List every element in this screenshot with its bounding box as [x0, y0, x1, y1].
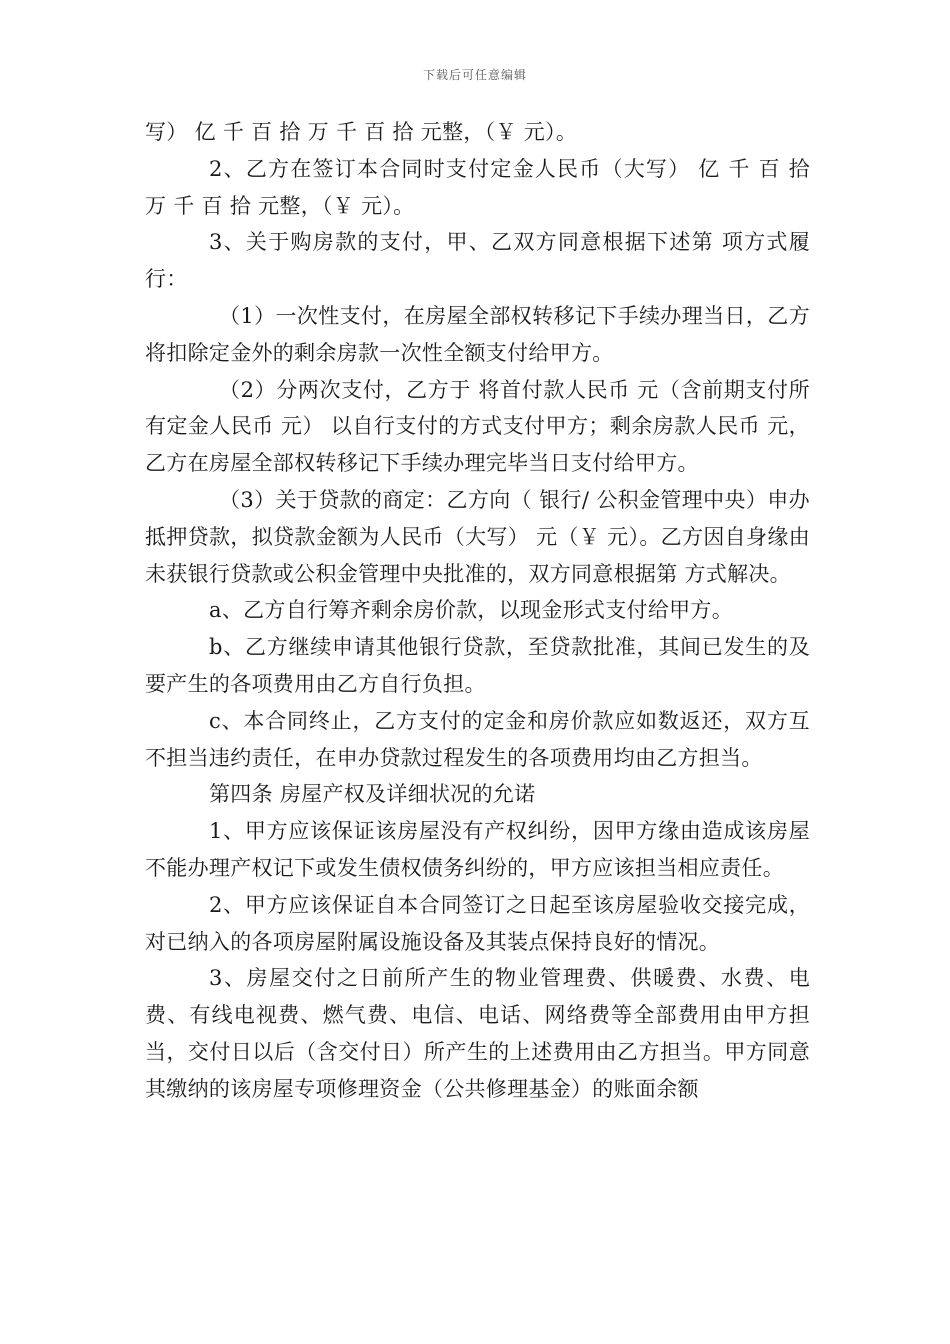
- paragraph-payment-option-2: （2）分两次支付，乙方于 将首付款人民币 元（含前期支付所有定金人民币 元） 以自行支付的方式支付甲方；剩余房款人民币 元，乙方在房屋全部权转移记下手续办理完毕当日支付给甲方。: [145, 377, 810, 476]
- page-header: 下载后可任意编辑: [422, 68, 527, 82]
- paragraph-deposit: 2、乙方在签订本合同时支付定金人民币（大写） 亿 千 百 拾 万 千 百 拾 元整，（￥ 元）。: [145, 156, 810, 218]
- paragraph-article-4-item-1: 1、甲方应该保证该房屋没有产权纠纷，因甲方缘由造成该房屋不能办理产权记下或发生债权债务纠纷的，甲方应该担当相应责任。: [145, 819, 810, 880]
- paragraph-article-4-item-3: 3、房屋交付之日前所产生的物业管理费、供暖费、水费、电费、有线电视费、燃气费、电信、电话、网络费等全部费用由甲方担当，交付日以后（含交付日）所产生的上述费用由乙方担当。甲方同意其缴纳的该房屋专项修理资金（公共修理基金）的账面余额: [145, 966, 810, 1101]
- paragraph-option-a: a、乙方自行筹齐剩余房价款，以现金形式支付给甲方。: [209, 598, 734, 623]
- paragraph-option-b: b、乙方继续申请其他银行贷款，至贷款批准，其间已发生的及要产生的各项费用由乙方自行负担。: [145, 635, 810, 696]
- paragraph-payment-option-1: （1）一次性支付，在房屋全部权转移记下手续办理当日，乙方将扣除定金外的剩余房款一次性全额支付给甲方。: [145, 303, 810, 365]
- contract-body: [145, 114, 810, 1108]
- paragraph-payment-option-3: （3）关于贷款的商定：乙方向（ 银行/ 公积金管理中央）申办抵押贷款，拟贷款金额为人民币（大写） 元（￥ 元）。乙方因自身缘由未获银行贷款或公积金管理中央批准的，双方同意根据第 方式解决。: [145, 487, 810, 586]
- paragraph-option-c: c、本合同终止，乙方支付的定金和房价款应如数返还，双方互不担当违约责任，在申办贷款过程发生的各项费用均由乙方担当。: [145, 708, 810, 770]
- paragraph-continuation: 写） 亿 千 百 拾 万 千 百 拾 元整，（￥ 元）。: [145, 120, 578, 144]
- paragraph-payment-method: 3、关于购房款的支付，甲、乙双方同意根据下述第 项方式履行：: [145, 230, 810, 292]
- paragraph-article-4-item-2: 2、甲方应该保证自本合同签订之日起至该房屋验收交接完成，对已纳入的各项房屋附属设施设备及其装点保持良好的情况。: [145, 892, 810, 954]
- section-heading-article-4: 第四条 房屋产权及详细状况的允诺: [209, 782, 536, 807]
